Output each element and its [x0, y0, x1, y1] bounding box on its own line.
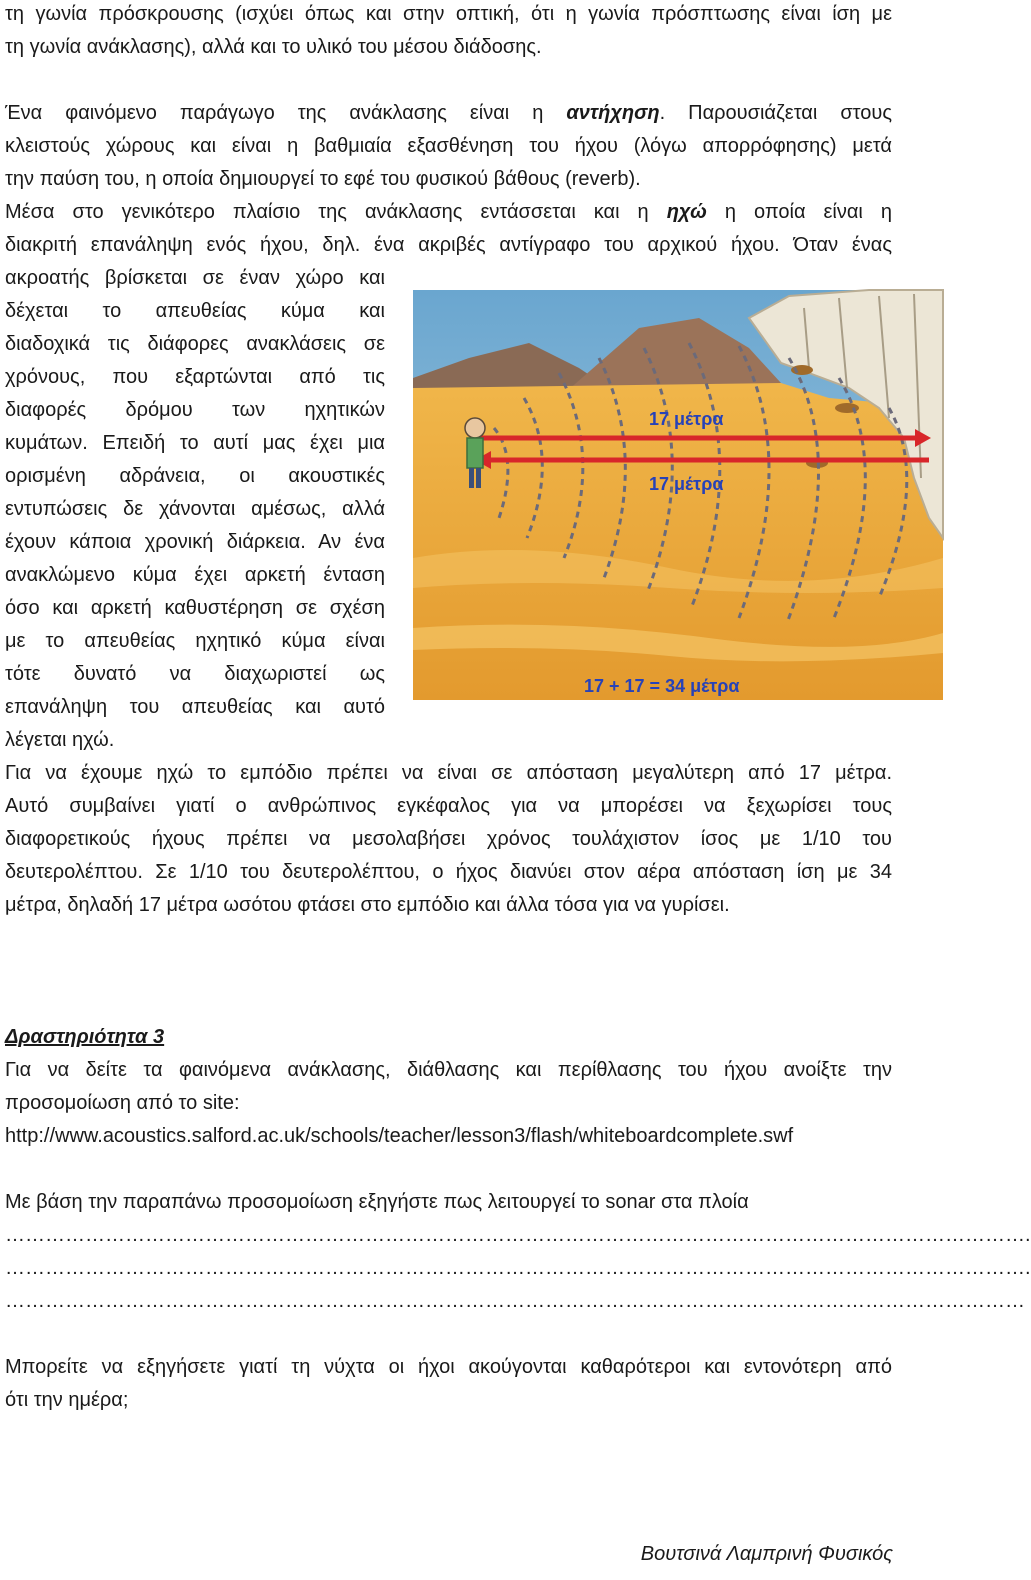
total-distance-label: 17 + 17 = 34 μέτρα — [584, 676, 740, 696]
text-line: επανάληψη του απευθείας και αυτό — [5, 696, 385, 718]
term-reverberation: αντήχηση — [566, 102, 660, 124]
text-line: διακριτή επανάληψη ενός ήχου, δηλ. ένα ακριβές αντίγραφο του αρχικού ήχου. Όταν ένας — [5, 234, 892, 256]
text-line: ανακλώμενο κύμα έχει αρκετή ένταση — [5, 564, 385, 586]
text-line: τότε δυνατό να διαχωριστεί ως — [5, 663, 385, 685]
text-line: κυμάτων. Επειδή το αυτί μας έχει μια — [5, 432, 385, 454]
text-line: λέγεται ηχώ. — [5, 729, 115, 751]
text-line: τη γωνία ανάκλασης), αλλά και το υλικό του μέσου διάδοσης. — [5, 36, 542, 58]
text-line: διαφορετικούς ήχους πρέπει να μεσολαβήσει χρόνος τουλάχιστον ίσος με 1/10 του — [5, 828, 892, 850]
text-fragment: Ένα φαινόμενο παράγωγο της ανάκλασης είναι η — [5, 102, 544, 124]
text-line: την παύση του, η οποία δημιουργεί το εφέ του φυσικού βάθους (reverb). — [5, 168, 641, 190]
text-line: ακροατής βρίσκεται σε έναν χώρο και — [5, 267, 385, 289]
text-line: έχουν κάποια χρονική διάρκεια. Αν ένα — [5, 531, 385, 553]
text-line: διαφορές δρόμου των ηχητικών — [5, 399, 385, 421]
distance-label-bottom: 17 μέτρα — [649, 474, 724, 494]
activity-url: http://www.acoustics.salford.ac.uk/schools/teacher/lesson3/flash/whiteboardcomplete.swf — [5, 1125, 794, 1147]
text-line — [5, 200, 892, 224]
text-line: όσο και αρκετή καθυστέρηση σε σχέση — [5, 597, 385, 619]
text-line: εντυπώσεις δε χάνονται αμέσως, αλλά — [5, 498, 385, 520]
text-fragment: Μέσα στο γενικότερο πλαίσιο της ανάκλασης εντάσσεται και η — [5, 201, 649, 223]
answer-line: ………………………………………………………………………………………………………………………………………. — [5, 1224, 1031, 1246]
text-fragment: η οποία είναι η — [724, 201, 893, 223]
text-line: δέχεται το απευθείας κύμα και — [5, 300, 385, 322]
answer-line: ……………………………………………………………………………………………………………………………………… — [5, 1290, 1025, 1312]
text-line: Για να δείτε τα φαινόμενα ανάκλασης, διάθλασης και περίθλασης του ήχου ανοίξτε την — [5, 1059, 892, 1081]
echo-illustration — [409, 288, 943, 702]
text-line: ότι την ημέρα; — [5, 1389, 129, 1411]
text-line: χρόνους, που εξαρτώνται από τις — [5, 366, 385, 388]
activity-question: Με βάση την παραπάνω προσομοίωση εξηγήστε πως λειτουργεί το sonar στα πλοία — [5, 1191, 749, 1213]
text-line: δευτερολέπτου. Σε 1/10 του δευτερολέπτου, ο ήχος διανύει στον αέρα απόσταση ίση με 34 — [5, 861, 892, 883]
author-signature: Βουτσινά Λαμπρινή Φυσικός — [640, 1543, 893, 1565]
text-line — [5, 101, 892, 125]
text-fragment: . Παρουσιάζεται στους — [659, 102, 892, 124]
text-line: τη γωνία πρόσκρουσης (ισχύει όπως και στην οπτική, ότι η γωνία πρόσπτωσης είναι ίση με — [5, 3, 892, 25]
answer-line: ………………………………………………………………………………………………………………………………………. — [5, 1257, 1031, 1279]
text-line: μέτρα, δηλαδή 17 μέτρα ωσότου φτάσει στο εμπόδιο και άλλα τόσα για να γυρίσει. — [5, 894, 730, 916]
text-line: προσομοίωση από το site: — [5, 1092, 240, 1114]
text-line: Αυτό συμβαίνει γιατί ο ανθρώπινος εγκέφαλος για να μπορέσει να ξεχωρίσει τους — [5, 795, 892, 817]
text-line: Για να έχουμε ηχώ το εμπόδιο πρέπει να είναι σε απόσταση μεγαλύτερη από 17 μέτρα. — [5, 762, 892, 784]
text-line: Μπορείτε να εξηγήσετε γιατί τη νύχτα οι ήχοι ακούγονται καθαρότεροι και εντονότερη από — [5, 1356, 892, 1378]
term-echo: ηχώ — [666, 201, 707, 223]
activity-heading: Δραστηριότητα 3 — [5, 1026, 165, 1048]
text-line: κλειστούς χώρους και είναι η βαθμιαία εξασθένηση του ήχου (λόγω απορρόφησης) μετά — [5, 135, 892, 157]
text-line: ορισμένη αδράνεια, οι ακουστικές — [5, 465, 385, 487]
text-line: διαδοχικά τις διάφορες ανακλάσεις σε — [5, 333, 385, 355]
distance-label-top: 17 μέτρα — [649, 409, 724, 429]
text-line: με το απευθείας ηχητικό κύμα είναι — [5, 630, 385, 652]
